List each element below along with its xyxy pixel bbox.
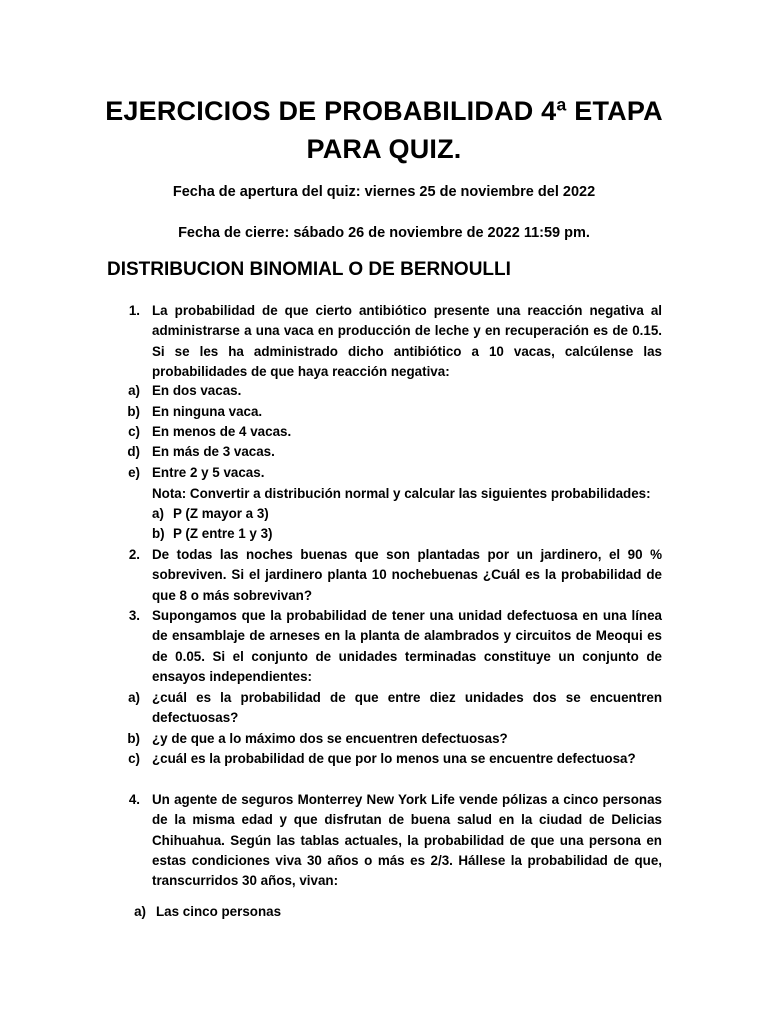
problem-1-item-e: Entre 2 y 5 vacas. xyxy=(152,465,265,480)
problem-3-item-b: ¿y de que a lo máximo dos se encuentren defectuosas? xyxy=(152,731,508,746)
note-item-a-label: a) xyxy=(152,506,164,521)
problem-1-text: La probabilidad de que cierto antibiótico presente una reacción negativa al administrarse a una vaca en producción de leche y en recuperación es de 0.15. Si se les ha administrado dicho antibiótico a 10 vacas, calcúlense las probabilidades de que haya reacción negativa: xyxy=(152,303,662,379)
problem-3-item-a: ¿cuál es la probabilidad de que entre diez unidades dos se encuentren defectuosas? xyxy=(152,690,662,726)
problem-3-item-a-label: a) xyxy=(128,690,140,705)
title-line-2: PARA QUIZ. xyxy=(306,134,462,164)
problem-1-item-b: En ninguna vaca. xyxy=(152,404,263,419)
problem-2-text: De todas las noches buenas que son plantadas por un jardinero, el 90 % sobreviven. Si el jardinero planta 10 nochebuenas ¿Cuál es la probabilidad de que 8 o más sobrevivan? xyxy=(152,547,662,603)
note-item-b-label: b) xyxy=(152,526,165,541)
problem-1-item-a: En dos vacas. xyxy=(152,383,242,398)
problem-4-text: Un agente de seguros Monterrey New York Life vende pólizas a cinco personas de la misma edad y que disfrutan de buena salud en la ciudad de Delicias Chihuahua. Según las tablas actuales, la probabilidad de que una persona en estas condiciones viva 30 años o más es 2/3. Hállese la probabilidad de que, transcurridos 30 años, vivan: xyxy=(152,792,662,889)
problem-1-item-b-label: b) xyxy=(127,404,140,419)
problem-1-item-d-label: d) xyxy=(127,444,140,459)
problem-4-item-a: Las cinco personas xyxy=(156,904,282,919)
problem-4-number: 4. xyxy=(128,792,140,807)
note-item-b: P (Z entre 1 y 3) xyxy=(173,526,273,541)
title-line-1: EJERCICIOS DE PROBABILIDAD 4ª ETAPA xyxy=(105,96,663,126)
note-item-a: P (Z mayor a 3) xyxy=(173,506,269,521)
section-title: DISTRIBUCION BINOMIAL O DE BERNOULLI xyxy=(107,259,511,280)
problem-1-note: Nota: Convertir a distribución normal y calcular las siguientes probabilidades: xyxy=(152,486,651,501)
problem-3-item-c-label: c) xyxy=(128,751,140,766)
problem-3-item-c: ¿cuál es la probabilidad de que por lo menos una se encuentre defectuosa? xyxy=(152,751,636,766)
document-title xyxy=(60,92,708,168)
close-date: Fecha de cierre: sábado 26 de noviembre de 2022 11:59 pm. xyxy=(178,225,590,241)
problem-3-number: 3. xyxy=(128,608,140,623)
open-date: Fecha de apertura del quiz: viernes 25 de noviembre del 2022 xyxy=(172,184,596,200)
problem-3-text: Supongamos que la probabilidad de tener una unidad defectuosa en una línea de ensamblaje de arneses en la planta de alambrados y circuitos de Meoqui es de 0.05. Si el conjunto de unidades terminadas constituye un conjunto de ensayos independientes: xyxy=(152,608,662,684)
problem-2-number: 2. xyxy=(128,547,140,562)
problem-4-item-a-label: a) xyxy=(134,904,146,919)
problem-1-item-c: En menos de 4 vacas. xyxy=(152,424,292,439)
problem-1-item-a-label: a) xyxy=(128,383,140,398)
problem-1-item-e-label: e) xyxy=(128,465,140,480)
problem-1-item-d: En más de 3 vacas. xyxy=(152,444,275,459)
problem-1-number: 1. xyxy=(128,303,140,318)
problem-1-item-c-label: c) xyxy=(128,424,140,439)
problem-3-item-b-label: b) xyxy=(127,731,140,746)
